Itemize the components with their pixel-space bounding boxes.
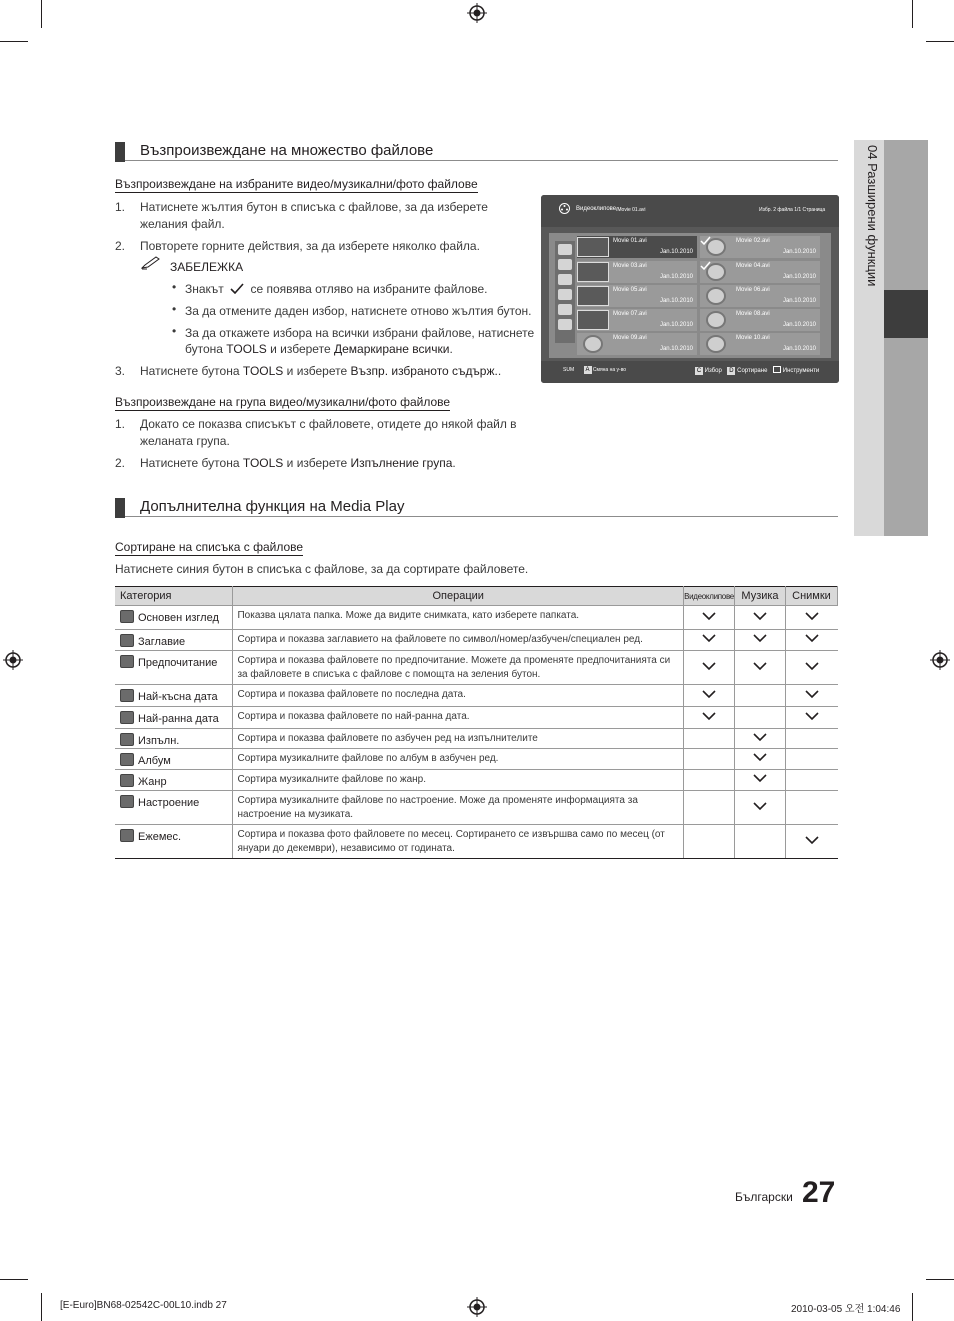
registration-mark-icon <box>467 3 487 23</box>
registration-mark-icon <box>930 650 950 670</box>
note-label: ЗАБЕЛЕЖКА <box>170 260 244 274</box>
category-label: Настроение <box>138 797 200 809</box>
support-cell <box>785 749 837 770</box>
screenshot-selection-info: Избр. 2 файла 1/1 Страница <box>759 207 826 213</box>
table-row <box>115 651 838 685</box>
footer-d-label: Сортиране <box>737 368 768 374</box>
operation-text: Сортира музикалните файлове по албум в азбучен ред. <box>237 753 499 764</box>
operation-text: Сортира музикалните файлове по настроение. Може да променяте информацията за <box>237 795 638 806</box>
bullet-dot: • <box>172 302 177 316</box>
step-text: желаната група. <box>140 434 230 448</box>
operation-text: Сортира и показва файловете по най-ранна дата. <box>237 711 470 722</box>
support-cell <box>785 630 837 651</box>
category-icon <box>120 795 134 808</box>
file-tile[interactable] <box>577 236 697 258</box>
file-tile[interactable] <box>700 309 820 331</box>
column-header-videos: Видеоклипове <box>684 587 735 606</box>
text-run: . <box>452 456 456 470</box>
category-icon <box>120 610 134 623</box>
category-icon <box>558 259 572 270</box>
text-run: . <box>449 342 453 356</box>
file-date: Jan.10.2010 <box>659 249 693 255</box>
text-run: и изберете <box>270 342 331 356</box>
section-heading <box>115 141 838 161</box>
text-run: и изберете <box>286 456 348 470</box>
menu-option-label: Възпр. избраното съдърж. <box>350 364 498 378</box>
support-cell <box>735 770 786 791</box>
step-number: 1. <box>115 417 126 431</box>
operation-text: Сортира и показва фото файловете по месец. Сортирането се извършва само по месец (от <box>237 829 665 840</box>
table-row <box>115 606 838 630</box>
file-tile[interactable] <box>700 261 820 283</box>
category-cell <box>115 729 233 749</box>
category-icon <box>558 289 572 300</box>
operation-text: януари до декември), независимо от годината. <box>237 843 455 854</box>
support-cell <box>785 825 837 859</box>
table-row <box>115 749 838 770</box>
footer-a-label: Смяна на у-во <box>592 367 627 373</box>
table-row <box>115 707 838 729</box>
category-icon <box>558 304 572 315</box>
support-cell <box>735 707 786 729</box>
film-reel-icon <box>559 203 570 214</box>
bullet-text: За да отмените даден избор, натиснете отново жълтия бутон. <box>185 304 532 318</box>
page-number: 27 <box>802 1176 836 1209</box>
operation-text: настроение на музиката. <box>237 809 354 820</box>
category-label: Изпълн. <box>138 735 180 747</box>
support-cell <box>735 729 786 749</box>
text-run: . <box>497 364 502 378</box>
column-header-operations: Операции <box>233 587 684 606</box>
category-cell <box>115 707 233 729</box>
file-tile[interactable] <box>700 333 820 355</box>
tools-label: TOOLS <box>242 456 284 470</box>
category-cell <box>115 791 233 825</box>
subsection-heading: Възпроизвеждане на избраните видео/музикални/фото файлове <box>115 177 478 191</box>
category-cell <box>115 770 233 791</box>
category-label: Заглавие <box>138 636 186 648</box>
file-thumbnail <box>577 237 609 257</box>
sum-label: SUM <box>563 367 575 373</box>
file-name: Movie 08.avi <box>736 311 770 317</box>
check-icon <box>702 662 716 671</box>
checkmark-icon <box>700 261 711 270</box>
text-run: бутона <box>185 342 223 356</box>
category-cell <box>115 651 233 685</box>
registration-mark-icon <box>3 650 23 670</box>
file-tile[interactable] <box>577 309 697 331</box>
file-thumbnail <box>577 286 609 306</box>
column-header-category: Категория <box>115 587 233 606</box>
file-date: Jan.10.2010 <box>782 298 816 304</box>
table-row <box>115 630 838 651</box>
screenshot-path: /Movie 01.avi <box>616 207 646 213</box>
footer-tools-label: Инструменти <box>782 368 820 374</box>
file-date: Jan.10.2010 <box>782 322 816 328</box>
category-cell <box>115 606 233 630</box>
section-bar <box>115 142 125 162</box>
check-icon <box>805 836 819 845</box>
media-play-screenshot <box>541 195 839 383</box>
category-label: Най-късна дата <box>138 691 218 703</box>
step-text <box>140 363 501 380</box>
operation-cell <box>233 770 684 791</box>
file-date: Jan.10.2010 <box>659 298 693 304</box>
check-icon <box>753 662 767 671</box>
imprint-right: 2010-03-05 오전 1:04:46 <box>791 1304 901 1315</box>
file-date: Jan.10.2010 <box>782 346 816 352</box>
check-icon <box>805 662 819 671</box>
text-run: и изберете <box>286 364 348 378</box>
check-icon <box>753 634 767 643</box>
operation-text: Показва цялата папка. Може да видите снимката, като изберете папката. <box>237 610 580 621</box>
film-reel-icon <box>706 335 726 353</box>
check-icon <box>753 774 767 783</box>
file-tile[interactable] <box>700 285 820 307</box>
support-cell <box>684 749 735 770</box>
support-cell <box>684 825 735 859</box>
support-cell <box>735 651 786 685</box>
category-cell <box>115 685 233 707</box>
intro-text: Натиснете синия бутон в списъка с файлове, за да сортирате файловете. <box>115 562 529 576</box>
chapter-tab-band <box>884 140 928 536</box>
category-cell <box>115 749 233 770</box>
checkmark-icon <box>230 283 244 294</box>
operation-text: Сортира музикалните файлове по жанр. <box>237 774 427 785</box>
step-text: Повторете горните действия, за да изберете няколко файла. <box>140 239 480 253</box>
operation-text: Сортира и показва заглавието на файловете по символ/номер/азбучен/специален ред. <box>237 634 643 645</box>
check-icon <box>805 712 819 721</box>
bullet-text <box>185 281 487 298</box>
bullet-text: За да откажете избора на всички избрани файлове, натиснете <box>185 326 535 340</box>
bullet-dot: • <box>172 280 177 294</box>
category-label: Ежемес. <box>138 831 182 843</box>
step-number: 1. <box>115 200 126 214</box>
support-cell <box>684 707 735 729</box>
step-text: Докато се показва списъкът с файловете, отидете до някой файл в <box>140 417 517 431</box>
screenshot-category: Видеоклипове <box>576 206 617 212</box>
file-name: Movie 05.avi <box>613 287 647 293</box>
file-name: Movie 09.avi <box>613 335 647 341</box>
check-icon <box>702 690 716 699</box>
step-number: 3. <box>115 364 126 378</box>
check-icon <box>753 612 767 621</box>
operation-cell <box>233 685 684 707</box>
step-text: желания файл. <box>140 217 225 231</box>
support-cell <box>684 685 735 707</box>
category-icon <box>120 829 134 842</box>
file-date: Jan.10.2010 <box>659 346 693 352</box>
checkmark-icon <box>700 236 711 245</box>
category-icon <box>120 711 134 724</box>
support-cell <box>735 791 786 825</box>
check-icon <box>805 634 819 643</box>
chapter-tab-label: 04 Разширени функции <box>865 145 880 287</box>
bullet-text-pre: Знакът <box>185 282 224 296</box>
file-tile[interactable] <box>577 333 697 355</box>
operation-cell <box>233 707 684 729</box>
operation-text: за файловете в списъка с файлове с помощта на зеления бутон. <box>237 669 541 680</box>
bullet-text-post: се появява отляво на избраните файлове. <box>250 282 488 296</box>
category-label: Албум <box>138 755 171 767</box>
table-row <box>115 685 838 707</box>
operation-cell <box>233 825 684 859</box>
category-icon <box>120 655 134 668</box>
support-cell <box>684 630 735 651</box>
file-date: Jan.10.2010 <box>659 322 693 328</box>
support-cell <box>735 825 786 859</box>
file-date: Jan.10.2010 <box>659 274 693 280</box>
check-icon <box>753 753 767 762</box>
support-cell <box>684 791 735 825</box>
category-icon <box>120 689 134 702</box>
chapter-tab-marker <box>884 290 928 338</box>
category-label: Жанр <box>138 776 167 788</box>
operation-cell <box>233 729 684 749</box>
crop-mark <box>0 1279 28 1280</box>
support-cell <box>684 770 735 791</box>
file-name: Movie 04.avi <box>736 263 770 269</box>
file-name: Movie 01.avi <box>613 238 647 244</box>
file-date: Jan.10.2010 <box>782 274 816 280</box>
support-cell <box>785 685 837 707</box>
category-icon <box>120 753 134 766</box>
tools-icon <box>773 366 781 373</box>
check-icon <box>753 802 767 811</box>
check-icon <box>702 634 716 643</box>
column-header-music: Музика <box>735 587 786 606</box>
operation-cell <box>233 630 684 651</box>
section-bar <box>115 498 125 518</box>
support-cell <box>785 651 837 685</box>
subsection-heading: Сортиране на списъка с файлове <box>115 540 304 554</box>
footer-actions <box>695 366 819 375</box>
category-icon <box>120 733 134 746</box>
crop-mark <box>926 1279 954 1280</box>
support-cell <box>684 651 735 685</box>
operation-text: Сортира и показва файловете по азбучен ред на изпълнителите <box>237 733 538 744</box>
file-date: Jan.10.2010 <box>782 249 816 255</box>
key-d-icon: D <box>729 368 734 374</box>
film-reel-icon <box>706 287 726 305</box>
check-icon <box>753 733 767 742</box>
operation-cell <box>233 606 684 630</box>
support-cell <box>785 707 837 729</box>
section-title: Допълнителна функция на Media Play <box>140 498 405 515</box>
operation-cell <box>233 651 684 685</box>
bullet-text <box>185 341 453 358</box>
operation-cell <box>233 791 684 825</box>
file-name: Movie 02.avi <box>736 238 770 244</box>
table-header-row <box>115 587 838 606</box>
crop-mark <box>912 0 913 28</box>
crop-mark <box>912 1293 913 1321</box>
section-heading <box>115 497 838 517</box>
operation-cell <box>233 749 684 770</box>
crop-mark <box>0 41 28 42</box>
crop-mark <box>926 41 954 42</box>
category-cell <box>115 825 233 859</box>
text-run: Натиснете бутона <box>140 364 240 378</box>
support-cell <box>684 606 735 630</box>
support-cell <box>735 606 786 630</box>
sort-options-table <box>115 586 838 859</box>
note-pencil-icon <box>141 256 161 270</box>
section-title: Възпроизвеждане на множество файлове <box>140 142 434 159</box>
menu-option-label: Изпълнение група <box>350 456 453 470</box>
support-cell <box>735 749 786 770</box>
category-icon <box>558 244 572 255</box>
support-cell <box>735 685 786 707</box>
operation-text: Сортира и показва файловете по последна дата. <box>237 689 466 700</box>
file-tile[interactable] <box>577 261 697 283</box>
tools-label: TOOLS <box>242 364 284 378</box>
category-icon <box>558 319 572 330</box>
check-icon <box>805 690 819 699</box>
check-icon <box>805 612 819 621</box>
support-cell <box>684 729 735 749</box>
crop-mark <box>41 1293 42 1321</box>
category-icon <box>558 274 572 285</box>
table-row <box>115 791 838 825</box>
step-text <box>140 455 456 472</box>
support-cell <box>785 791 837 825</box>
category-label: Най-ранна дата <box>138 713 219 725</box>
imprint-left: [E-Euro]BN68-02542C-00L10.indb 27 <box>60 1300 227 1311</box>
category-icon <box>120 774 134 787</box>
support-cell <box>735 630 786 651</box>
table-row <box>115 770 838 791</box>
table-row <box>115 825 838 859</box>
footer-sum <box>563 366 626 374</box>
category-cell <box>115 630 233 651</box>
table-row <box>115 729 838 749</box>
crop-mark <box>41 0 42 28</box>
step-number: 2. <box>115 239 126 253</box>
file-tile[interactable] <box>577 285 697 307</box>
key-a-icon: A <box>585 367 590 373</box>
key-c-icon: C <box>696 368 702 374</box>
registration-mark-icon <box>467 1297 487 1317</box>
category-icon <box>120 634 134 647</box>
support-cell <box>785 729 837 749</box>
file-thumbnail <box>577 262 609 282</box>
column-header-photos: Снимки <box>785 587 837 606</box>
category-label: Основен изглед <box>138 612 219 624</box>
film-reel-icon <box>706 311 726 329</box>
category-label: Предпочитание <box>138 657 218 669</box>
step-text: Натиснете жълтия бутон в списъка с файлове, за да изберете <box>140 200 488 214</box>
film-reel-icon <box>583 335 603 353</box>
tools-label: TOOLS <box>226 342 267 356</box>
menu-option-label: Демаркиране всички <box>333 342 450 356</box>
check-icon <box>702 712 716 721</box>
support-cell <box>785 770 837 791</box>
file-name: Movie 10.avi <box>736 335 770 341</box>
bullet-dot: • <box>172 324 177 338</box>
step-number: 2. <box>115 456 126 470</box>
operation-text: Сортира и показва файловете по предпочитание. Можете да променяте предпочитанията си <box>237 655 671 666</box>
file-name: Movie 07.avi <box>613 311 647 317</box>
file-name: Movie 03.avi <box>613 263 647 269</box>
file-name: Movie 06.avi <box>736 287 770 293</box>
footer-c-label: Избор <box>704 368 722 374</box>
file-tile[interactable] <box>700 236 820 258</box>
file-thumbnail <box>577 310 609 330</box>
check-icon <box>702 612 716 621</box>
subsection-heading: Възпроизвеждане на група видео/музикални/фото файлове <box>115 395 451 409</box>
text-run: Натиснете бутона <box>140 456 240 470</box>
footer-language: Български <box>735 1190 793 1204</box>
support-cell <box>785 606 837 630</box>
